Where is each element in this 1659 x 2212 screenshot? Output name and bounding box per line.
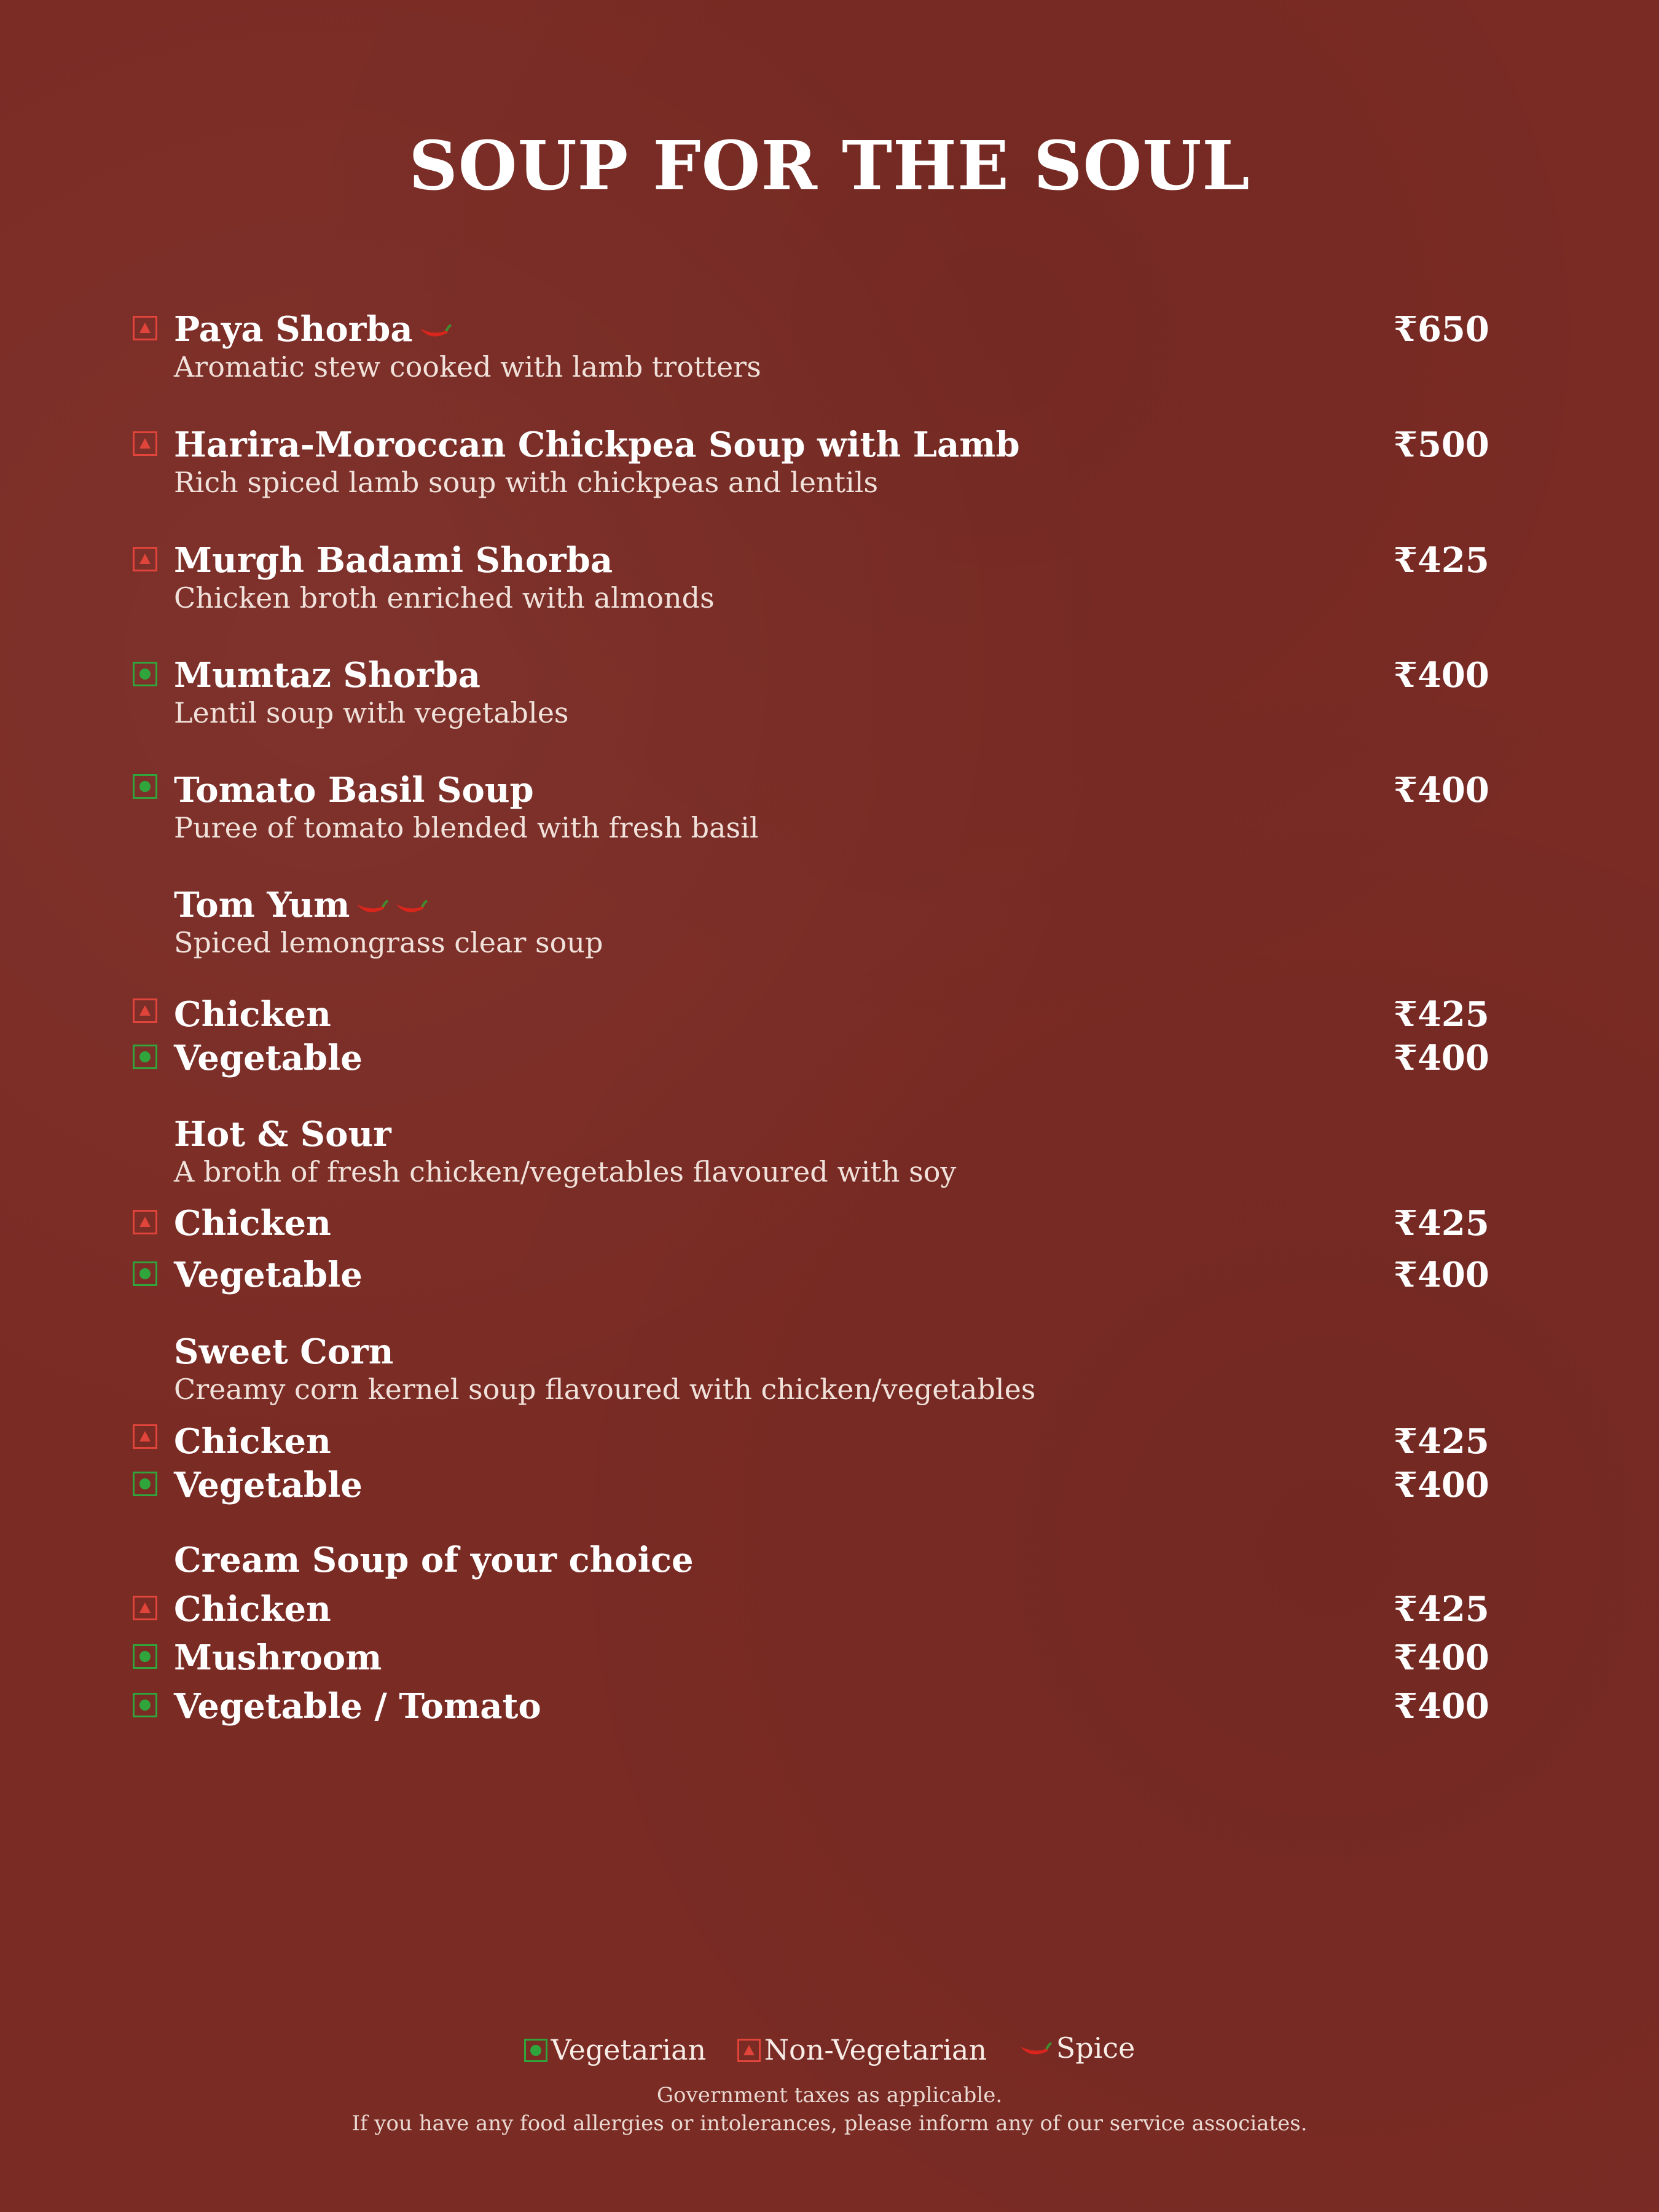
veg-marker-icon [133,774,157,799]
nonveg-marker-icon [133,431,157,456]
item-name: Paya Shorba [174,309,413,350]
option-price: ₹425 [1394,1203,1489,1244]
veg-marker-icon [133,1261,157,1286]
item-description: Spiced lemongrass clear soup [174,926,603,959]
item-name: Tomato Basil Soup [174,770,534,810]
legend-label: Spice [1056,2031,1135,2065]
chili-icon [418,315,452,349]
item-description: Rich spiced lamb soup with chickpeas and lentils [174,466,879,499]
legend-spice [1018,2031,1135,2068]
menu-title: SOUP FOR THE SOUL [409,126,1250,205]
nonveg-marker-icon [133,1424,157,1449]
option-name: Vegetable [174,1255,363,1295]
option-price: ₹400 [1394,1465,1489,1505]
legend-non-vegetarian [737,2033,987,2066]
option-price: ₹400 [1394,1686,1489,1727]
nonveg-marker-icon [737,2039,761,2062]
item-name: Cream Soup of your choice [174,1540,694,1580]
option-name: Chicken [174,1203,331,1244]
option-price: ₹400 [1394,1637,1489,1678]
veg-marker-icon [133,1644,157,1669]
option-name: Mushroom [174,1637,382,1678]
allergy-note: If you have any food allergies or intolerances, please inform any of our service associates. [351,2111,1308,2136]
chili-icon [1018,2035,1053,2068]
nonveg-marker-icon [133,316,157,340]
option-price: ₹425 [1394,1589,1489,1630]
item-description: Lentil soup with vegetables [174,696,569,729]
item-price: ₹425 [1394,540,1489,581]
veg-marker-icon [133,662,157,686]
chili-icon [355,890,389,925]
item-description: Puree of tomato blended with fresh basil [174,811,759,844]
item-name: Harira-Moroccan Chickpea Soup with Lamb [174,425,1020,465]
nonveg-marker-icon [133,998,157,1023]
item-price: ₹500 [1394,425,1489,465]
legend-vegetarian [524,2033,707,2066]
item-price: ₹650 [1394,309,1489,350]
option-name: Vegetable [174,1465,363,1505]
veg-marker-icon [524,2039,547,2062]
taxes-note: Government taxes as applicable. [656,2083,1003,2108]
item-name: Hot & Sour [174,1114,391,1155]
item-name: Murgh Badami Shorba [174,540,613,581]
veg-marker-icon [133,1472,157,1496]
option-price: ₹400 [1394,1038,1489,1078]
nonveg-marker-icon [133,547,157,571]
option-price: ₹425 [1394,994,1489,1035]
option-name: Vegetable [174,1038,363,1078]
legend-label: Non-Vegetarian [764,2033,987,2066]
option-name: Vegetable / Tomato [174,1686,541,1727]
item-name: Tom Yum [174,885,350,925]
veg-marker-icon [133,1045,157,1069]
option-name: Chicken [174,1421,331,1462]
option-name: Chicken [174,1589,331,1630]
item-name: Sweet Corn [174,1332,394,1372]
item-description: Aromatic stew cooked with lamb trotters [174,350,761,383]
item-name: Mumtaz Shorba [174,655,480,696]
legend-label: Vegetarian [551,2033,707,2066]
option-price: ₹400 [1394,1255,1489,1295]
option-name: Chicken [174,994,331,1035]
veg-marker-icon [133,1693,157,1717]
option-price: ₹425 [1394,1421,1489,1462]
nonveg-marker-icon [133,1210,157,1234]
item-description: Creamy corn kernel soup flavoured with chicken/vegetables [174,1373,1036,1406]
legend [0,2031,1659,2068]
item-price: ₹400 [1394,655,1489,696]
item-description: A broth of fresh chicken/vegetables flavoured with soy [174,1155,957,1188]
nonveg-marker-icon [133,1596,157,1620]
item-description: Chicken broth enriched with almonds [174,581,715,614]
item-price: ₹400 [1394,770,1489,810]
chili-icon [394,890,428,925]
